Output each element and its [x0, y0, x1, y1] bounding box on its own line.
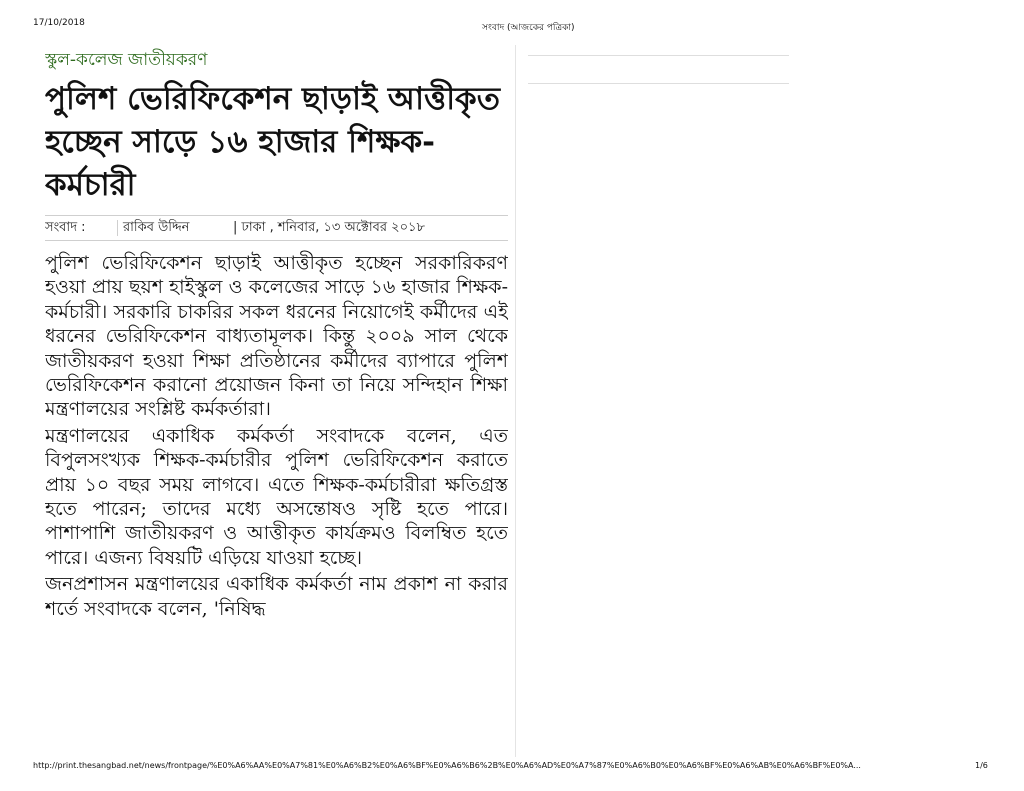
print-header: [0, 18, 1024, 32]
news-article: [45, 48, 508, 752]
print-url[interactable]: http://print.thesangbad.net/news/frontpage/%E0%A6%AA%E0%A7%81%E0%A6%B2%E0%A6%BF%E0%A6%B6%2B%E0%A6%AD%E0%A7%87%E0%A6%B0%E0%A6%BF%E0%A6%AB%E0%A6%BF%E0%A...: [33, 761, 861, 770]
article-headline: পুলিশ ভেরিফিকেশন ছাড়াই আত্তীকৃত হচ্ছেন সাড়ে ১৬ হাজার শিক্ষক-কর্মচারী: [45, 81, 501, 203]
sidebar-rule: [528, 83, 789, 84]
byline: [45, 215, 508, 241]
article-paragraph: পুলিশ ভেরিফিকেশন ছাড়াই আত্তীকৃত হচ্ছেন সরকারিকরণ হওয়া প্রায় ছয়শ হাইস্কুল ও কলেজের সাড়ে ১৬ হাজার শিক্ষক-কর্মচারী। সরকারি চাকরির সকল ধরনের নিয়োগেই কর্মীদের এই ধরনের ভেরিফিকেশন বাধ্যতামূলক। কিন্তু ২০০৯ সাল থেকে জাতীয়করণ হওয়া শিক্ষা প্রতিষ্ঠানের কর্মীদের ব্যাপারে পুলিশ ভেরিফিকেশন করানো প্রয়োজন কিনা তা নিয়ে সন্দিহান শিক্ষা মন্ত্রণালয়ের সংশ্লিষ্ট কর্মকর্তারা।: [45, 252, 508, 421]
article-body: [45, 251, 508, 621]
byline-source: সংবাদ :: [45, 220, 86, 235]
sidebar-rule: [528, 55, 789, 56]
print-date: 17/10/2018: [33, 18, 85, 28]
column-divider: [515, 45, 516, 757]
article-paragraph: মন্ত্রণালয়ের একাধিক কর্মকর্তা সংবাদকে বলেন, এত বিপুলসংখ্যক শিক্ষক-কর্মচারীর পুলিশ ভেরিফিকেশন করাতে প্রায় ১০ বছর সময় লাগবে। এতে শিক্ষক-কর্মচারীরা ক্ষতিগ্রস্ত হতে পারেন; তাদের মধ্যে অসন্তোষও সৃষ্টি হতে পারে। পাশাপাশি জাতীয়করণ ও আত্তীকৃত কার্যক্রমও বিলম্বিত হতে পারে। এজন্য বিষয়টি এড়িয়ে যাওয়া হচ্ছে।: [45, 424, 508, 569]
article-paragraph: জনপ্রশাসন মন্ত্রণালয়ের একাধিক কর্মকর্তা নাম প্রকাশ না করার শর্তে সংবাদকে বলেন, 'নিষিদ্ধ: [45, 573, 508, 620]
page-number: 1/6: [975, 761, 988, 770]
byline-dateline: | ঢাকা , শনিবার, ১৩ অক্টোবর ২০১৮: [233, 220, 425, 235]
print-footer: [0, 761, 1024, 775]
print-page-title: সংবাদ (আজকের পত্রিকা): [482, 23, 575, 33]
article-kicker: স্কুল-কলেজ জাতীয়করণ: [45, 50, 208, 70]
byline-divider: [117, 220, 118, 236]
byline-author: রাকিব উদ্দিন: [123, 220, 190, 235]
